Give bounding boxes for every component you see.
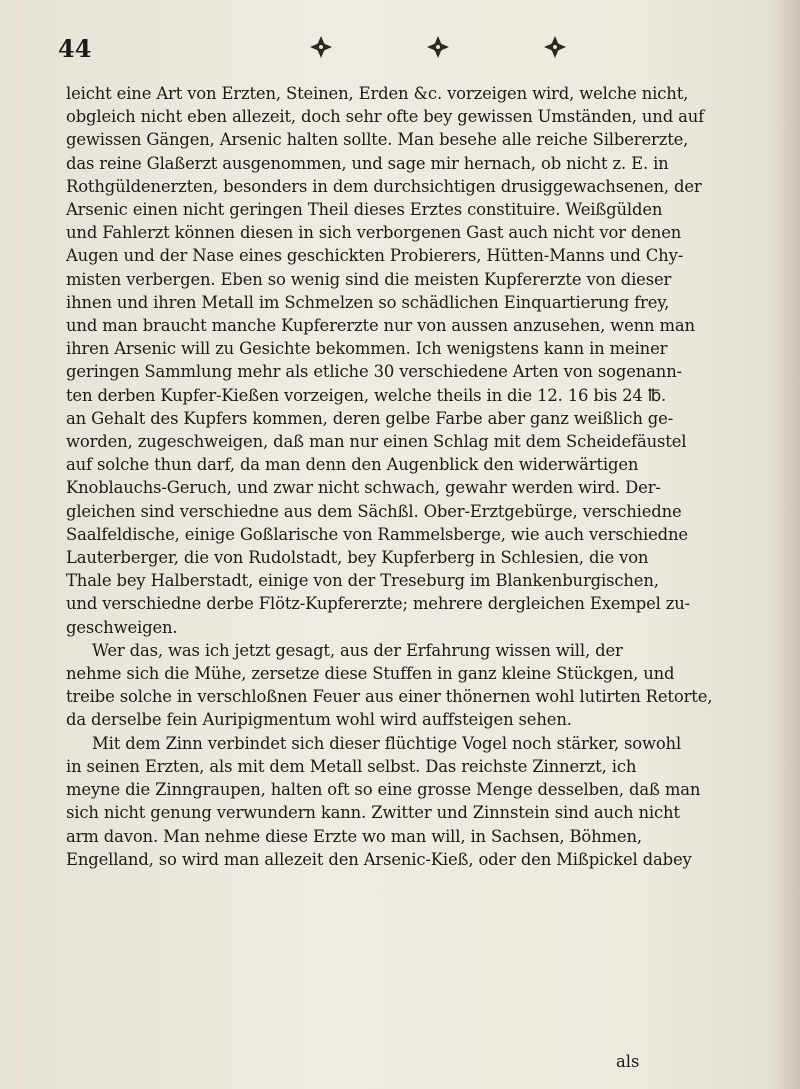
text-line: gleichen sind verschiedne aus dem Sächßl. Ober-Erztgebürge, verschiedne [66, 501, 682, 521]
text-line: gewissen Gängen, Arsenic halten sollte. Man besehe alle reiche Silbererzte, [66, 130, 689, 150]
header-ornaments [308, 34, 568, 60]
text-line: an Gehalt des Kupfers kommen, deren gelbe Farbe aber ganz weißlich ge- [66, 408, 674, 428]
text-line: arm davon. Man nehme diese Erzte wo man will, in Sachsen, Böhmen, [66, 826, 642, 846]
body-text [66, 82, 716, 871]
text-line: das reine Glaßerzt ausgenommen, und sage mir hernach, ob nicht z. E. in [66, 153, 669, 173]
text-line: da derselbe fein Auripigmentum wohl wird auffsteigen sehen. [66, 710, 572, 730]
page-edge-shadow [772, 0, 800, 1089]
page-number: 44 [58, 34, 92, 63]
text-line: sich nicht genung verwundern kann. Zwitter und Zinnstein sind auch nicht [66, 803, 680, 823]
paragraph-start-line: Wer das, was ich jetzt gesagt, aus der Erfahrung wissen will, der [92, 640, 623, 660]
text-line: und verschiedne derbe Flötz-Kupfererzte; mehrere dergleichen Exempel zu- [66, 594, 691, 614]
text-line: geschweigen. [66, 617, 178, 637]
text-line: Arsenic einen nicht geringen Theil dieses Erztes constituire. Weißgülden [66, 200, 663, 220]
paragraph-start-line: Mit dem Zinn verbindet sich dieser flüchtige Vogel noch stärker, sowohl [92, 733, 682, 753]
text-line: und Fahlerzt können diesen in sich verborgenen Gast auch nicht vor denen [66, 223, 682, 243]
text-line: Saalfeldische, einige Goßlarische von Rammelsberge, wie auch verschiedne [66, 524, 688, 544]
text-line: Augen und der Nase eines geschickten Probierers, Hütten-Manns und Chy- [66, 246, 684, 266]
text-line: Thale bey Halberstadt, einige von der Treseburg im Blankenburgischen, [66, 571, 659, 591]
text-line: leicht eine Art von Erzten, Steinen, Erden &c. vorzeigen wird, welche nicht, [66, 84, 689, 103]
text-line: und man braucht manche Kupfererzte nur von aussen anzusehen, wenn man [66, 316, 695, 336]
text-line: Rothgüldenerzten, besonders in dem durchsichtigen drusiggewachsenen, der [66, 176, 702, 196]
text-line: obgleich nicht eben allezeit, doch sehr ofte bey gewissen Umständen, und auf [66, 107, 705, 127]
text-line: auf solche thun darf, da man denn den Augenblick den widerwärtigen [66, 455, 639, 475]
fleuron-ornament-icon [542, 34, 568, 60]
text-line: in seinen Erzten, als mit dem Metall selbst. Das reichste Zinnerzt, ich [66, 756, 637, 776]
text-line: ihren Arsenic will zu Gesichte bekommen. Ich wenigstens kann in meiner [66, 339, 668, 359]
text-line: ten derben Kupfer-Kießen vorzeigen, welche theils in die 12. 16 bis 24 ℔. [66, 385, 667, 405]
text-line: meyne die Zinngraupen, halten oft so eine grosse Menge desselben, daß man [66, 780, 701, 800]
fleuron-ornament-icon [308, 34, 334, 60]
catchword: als [616, 1052, 640, 1071]
fleuron-ornament-icon [425, 34, 451, 60]
text-line: Engelland, so wird man allezeit den Arsenic-Kieß, oder den Mißpickel dabey [66, 849, 692, 869]
page-header [58, 34, 698, 74]
text-line: Lauterberger, die von Rudolstadt, bey Kupferberg in Schlesien, die von [66, 548, 649, 568]
text-line: Knoblauchs-Geruch, und zwar nicht schwach, gewahr werden wird. Der- [66, 478, 661, 498]
text-line: misten verbergen. Eben so wenig sind die meisten Kupfererzte von dieser [66, 269, 672, 289]
text-line: geringen Sammlung mehr als etliche 30 verschiedene Arten von sogenann- [66, 362, 683, 382]
text-line: nehme sich die Mühe, zersetze diese Stuffen in ganz kleine Stückgen, und [66, 664, 675, 684]
text-line: ihnen und ihren Metall im Schmelzen so schädlichen Einquartierung frey, [66, 292, 670, 312]
text-line: worden, zugeschweigen, daß man nur einen Schlag mit dem Scheidefäustel [66, 432, 687, 452]
text-line: treibe solche in verschloßnen Feuer aus einer thönernen wohl lutirten Retorte, [66, 687, 713, 707]
